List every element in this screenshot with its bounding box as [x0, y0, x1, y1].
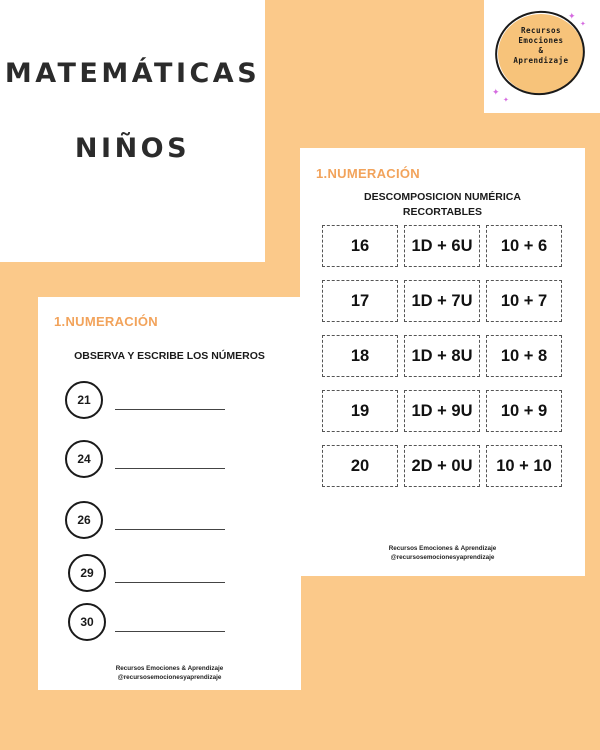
cover-title-line1: MATEMÁTICAS — [4, 58, 261, 89]
cutout-grid — [322, 225, 562, 487]
write-line — [115, 631, 225, 632]
sheet-footer — [38, 664, 301, 682]
sheet-subtitle-line2: RECORTABLES — [402, 206, 483, 218]
sheet-subtitle-line1: DESCOMPOSICION NUMÉRICA — [364, 191, 521, 203]
worksheet-decomposition — [300, 148, 585, 576]
cutout-card: 18 — [322, 335, 398, 377]
sheet-subtitle — [300, 190, 585, 220]
sparkle-icon: ✦ — [580, 21, 586, 28]
cutout-card: 16 — [322, 225, 398, 267]
logo-text-line4: Aprendizaje — [513, 56, 569, 65]
logo-panel — [484, 0, 600, 113]
logo — [492, 26, 590, 66]
number-row — [68, 554, 268, 592]
number-circle: 29 — [68, 554, 106, 592]
sparkle-icon: ✦ — [503, 97, 509, 104]
logo-text-line3: & — [538, 46, 544, 55]
number-row — [65, 440, 265, 478]
write-line — [115, 409, 225, 410]
number-circle: 24 — [65, 440, 103, 478]
number-circle: 26 — [65, 501, 103, 539]
number-row — [65, 501, 265, 539]
cutout-card: 10 + 8 — [486, 335, 562, 377]
cutout-card: 20 — [322, 445, 398, 487]
sheet-heading: 1.NUMERACIÓN — [316, 166, 420, 181]
cutout-card: 1D + 8U — [404, 335, 480, 377]
cutout-card: 1D + 7U — [404, 280, 480, 322]
number-circle: 21 — [65, 381, 103, 419]
worksheet-write-numbers — [38, 297, 301, 690]
footer-brand: Recursos Emociones & Aprendizaje — [388, 545, 497, 552]
footer-handle: @recursosemocionesyaprendizaje — [390, 554, 495, 561]
logo-text-line1: Recursos — [520, 26, 562, 35]
cutout-card: 10 + 6 — [486, 225, 562, 267]
cutout-card: 10 + 10 — [486, 445, 562, 487]
sparkle-icon: ✦ — [492, 87, 500, 97]
write-line — [115, 468, 225, 469]
cutout-card: 17 — [322, 280, 398, 322]
number-row — [68, 603, 268, 641]
sheet-footer — [300, 544, 585, 562]
write-line — [115, 582, 225, 583]
footer-handle: @recursosemocionesyaprendizaje — [117, 674, 222, 681]
cutout-card: 1D + 6U — [404, 225, 480, 267]
sparkle-icon: ✦ — [568, 11, 576, 21]
number-row — [65, 381, 265, 419]
write-line — [115, 529, 225, 530]
title-panel — [0, 0, 265, 262]
cutout-card: 19 — [322, 390, 398, 432]
cutout-card: 10 + 9 — [486, 390, 562, 432]
logo-text-line2: Emociones — [518, 36, 564, 45]
cutout-card: 1D + 9U — [404, 390, 480, 432]
cover-title-line2: NIÑOS — [74, 133, 191, 164]
number-circle: 30 — [68, 603, 106, 641]
cutout-card: 10 + 7 — [486, 280, 562, 322]
footer-brand: Recursos Emociones & Aprendizaje — [115, 665, 224, 672]
sheet-subtitle: OBSERVA Y ESCRIBE LOS NÚMEROS — [74, 350, 265, 362]
sheet-heading: 1.NUMERACIÓN — [54, 314, 158, 329]
cutout-card: 2D + 0U — [404, 445, 480, 487]
